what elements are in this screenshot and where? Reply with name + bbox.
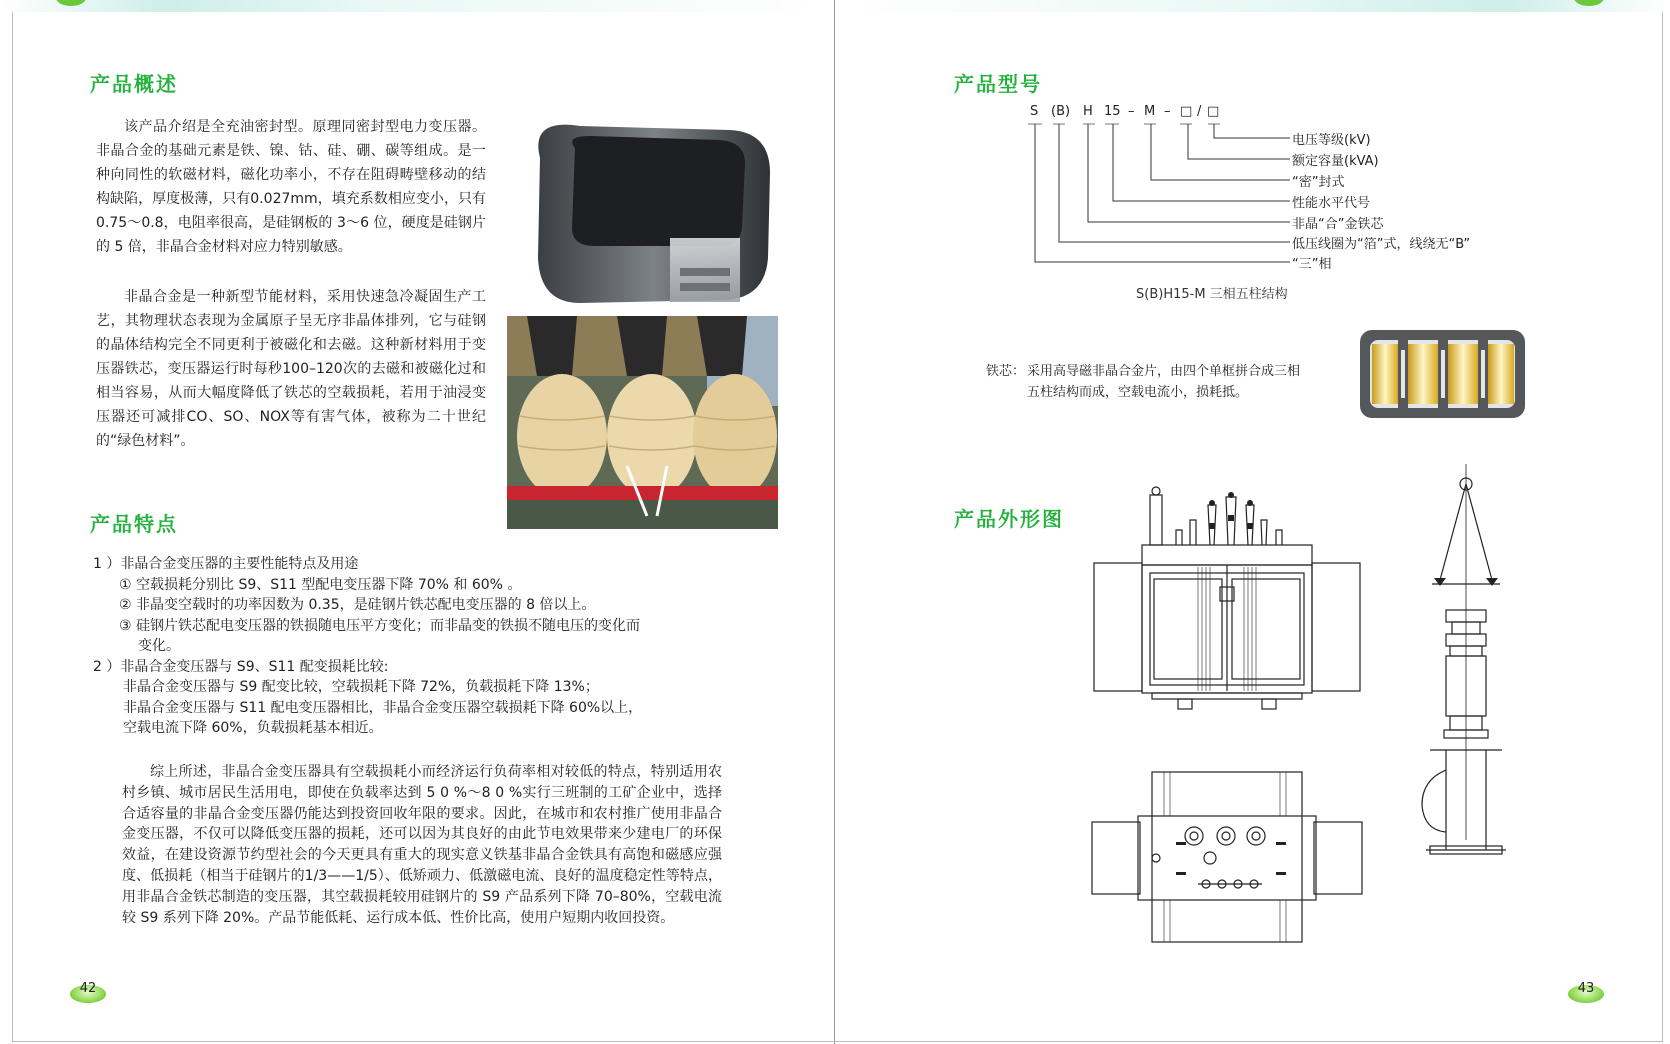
model-letter-h: H (1083, 104, 1093, 119)
outline-title: 产品外形图 (954, 507, 1064, 531)
top-band-left (0, 0, 830, 12)
amorphous-core-image (520, 118, 790, 318)
core-desc-line-2: 五柱结构而成，空载电流小，损耗抵。 (1027, 385, 1249, 400)
summary-text: 综上所述，非晶合金变压器具有空载损耗小而经济运行负荷率相对较低的特点，特别适用农村乡镇、城市居民生活用电，即使在负载率达到 5 0 %～8 0 %实行三班制的工矿企业中，选择合适容量的非晶合金变压器仍能达到投资回收年限的要求。因此，在城市和农村推广使用非晶合金变压器，不仅可以降低变压器的损耗，还可以因为其良好的由此节电效果带来少建电厂的环保效益，在建设资源节约型社会的今天更具有重大的现实意义铁基非晶合金铁具有高饱和磁感应强度、低损耗（相当于硅钢片的1/3——1/5）、低矫顽力、低激磁电流、良好的温度稳定性等特点，用非晶合金铁芯制造的变压器，其空载损耗较用硅钢片的 S9 产品系列下降 70–80%，空载电流较 S9 系列下降 20%。产品节能低耗、运行成本低、性价比高，使用户短期内收回投资。 (122, 764, 722, 926)
center-fold (834, 0, 835, 1044)
core-label: 铁芯： (986, 364, 1026, 379)
model-caption: S(B)H15-M 三相五柱结构 (1136, 287, 1288, 302)
legend-voltage: 电压等级(kV) (1292, 133, 1371, 148)
legend-core: 非晶“合”金铁芯 (1292, 217, 1384, 232)
model-title: 产品型号 (954, 72, 1042, 96)
transformer-core-photo (507, 316, 778, 529)
summary-paragraph (122, 762, 722, 928)
five-limb-core-diagram (1360, 330, 1525, 418)
page-number-right: 43 (1577, 981, 1595, 996)
feature-line: 2 ）非晶合金变压器与 S9、S11 配变损耗比较: (93, 658, 389, 675)
model-box-1: □ (1180, 104, 1193, 119)
top-band-right (840, 0, 1670, 12)
feature-line: ② 非晶变空载时的功率因数为 0.35，是硅钢片铁芯配电变压器的 8 倍以上。 (119, 597, 596, 613)
legend-phase: “三”相 (1292, 257, 1332, 272)
transformer-top-view (1090, 762, 1370, 952)
overview-paragraph-2 (96, 285, 486, 453)
model-connector-lines (1020, 118, 1300, 268)
features-title: 产品特点 (90, 512, 178, 536)
features-list (93, 554, 642, 739)
model-dash-2: – (1164, 104, 1171, 119)
transformer-front-view (1090, 475, 1370, 735)
model-letter-15: 15 (1104, 104, 1121, 119)
overview-title: 产品概述 (90, 72, 178, 96)
model-letter-m: M (1144, 104, 1156, 119)
core-desc-line-1: 采用高导磁非晶合金片，由四个单框拼合成三相 (1027, 364, 1301, 379)
legend-capacity: 额定容量(kVA) (1292, 154, 1379, 169)
feature-line: 非晶合金变压器与 S9 配变比较，空载损耗下降 72%，负载损耗下降 13%； (123, 679, 599, 695)
left-page-border (12, 12, 13, 1042)
legend-performance: 性能水平代号 (1292, 196, 1371, 211)
bottom-border (12, 1041, 1662, 1042)
model-slash: / (1197, 104, 1202, 119)
feature-line: 1 ）非晶合金变压器的主要性能特点及用途 (93, 556, 359, 572)
feature-line: ③ 硅钢片铁芯配电变压器的铁损随电压平方变化；而非晶变的铁损不随电压的变化而 (119, 617, 640, 634)
feature-line: 空载电流下降 60%，负载损耗基本相近。 (123, 720, 383, 736)
overview-text-2: 非晶合金是一种新型节能材料，采用快速急冷凝固生产工艺，其物理状态表现为金属原子呈无序非晶体排列，它与硅钢的晶体结构完全不同更利于被磁化和去磁。这种新材料用于变压器铁芯，变压器运行时每秒100–120次的去磁和被磁化过和相当容易，从而大幅度降低了铁芯的空载损耗，若用于油浸变压器还可减排CO、SO、NOX等有害气体，被称为二十世纪的“绿色材料”。 (96, 289, 486, 449)
overview-text-1: 该产品介绍是全充油密封型。原理同密封型电力变压器。非晶合金的基础元素是铁、镍、钴、硅、硼、碳等组成。是一种向同性的软磁材料，磁化功率小，不存在阻碍畴壁移动的结构缺陷，厚度极薄，只有0.027mm，填充系数相应变小，只有0.75～0.8，电阻率很高，是硅钢板的 3～6 位，硬度是硅钢片的 5 倍，非晶合金材料对应力特别敏感。 (96, 119, 486, 255)
transformer-side-view (1412, 460, 1512, 860)
legend-sealed: “密”封式 (1292, 175, 1345, 190)
right-page-border (1662, 12, 1663, 1042)
overview-paragraph-1 (96, 115, 486, 259)
model-letter-b: (B) (1051, 104, 1071, 119)
feature-line: 非晶合金变压器与 S11 配电变压器相比，非晶合金变压器空载损耗下降 60%以上， (123, 699, 643, 716)
legend-coil: 低压线圈为“箔”式，线绕无“B” (1292, 237, 1471, 252)
feature-line: 变化。 (138, 638, 180, 654)
model-letter-s: S (1030, 104, 1039, 119)
page-number-left: 42 (79, 981, 97, 996)
model-box-2: □ (1207, 104, 1220, 119)
feature-line: ① 空载损耗分别比 S9、S11 型配电变压器下降 70% 和 60% 。 (119, 576, 522, 593)
model-dash-1: – (1128, 104, 1135, 119)
